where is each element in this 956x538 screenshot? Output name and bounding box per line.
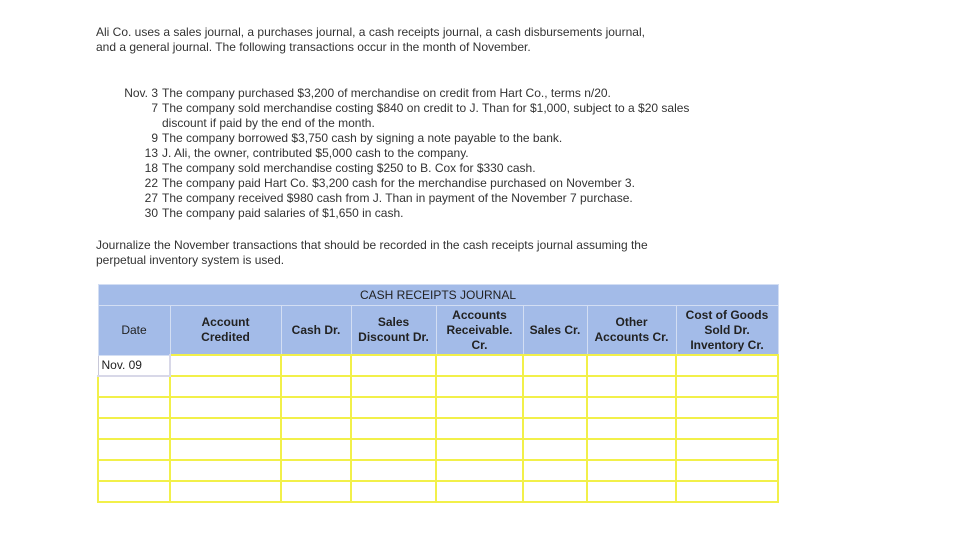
question-line: Journalize the November transactions that should be recorded in the cash receipts journal assuming the bbox=[96, 238, 648, 252]
column-header-cash-dr bbox=[281, 306, 351, 356]
sales-discount-dr-input[interactable] bbox=[351, 481, 436, 502]
transaction-text: J. Ali, the owner, contributed $5,000 cash to the company. bbox=[162, 146, 469, 160]
header-text: Sold Dr. bbox=[704, 322, 750, 337]
sales-discount-dr-input[interactable] bbox=[351, 397, 436, 418]
transaction-date: 18 bbox=[144, 161, 158, 175]
date-input[interactable] bbox=[98, 439, 170, 460]
date-input[interactable] bbox=[98, 376, 170, 397]
account-credited-input[interactable] bbox=[170, 439, 281, 460]
account-credited-input[interactable] bbox=[170, 355, 281, 376]
sales-cr-input[interactable] bbox=[523, 397, 587, 418]
transaction-item bbox=[116, 161, 726, 176]
accounts-receivable-cr-input[interactable] bbox=[436, 439, 523, 460]
cogs-inventory-input[interactable] bbox=[676, 481, 778, 502]
column-header-sales-cr bbox=[523, 306, 587, 356]
transaction-item bbox=[116, 101, 726, 131]
cogs-inventory-input[interactable] bbox=[676, 376, 778, 397]
sales-cr-input[interactable] bbox=[523, 460, 587, 481]
other-accounts-cr-input[interactable] bbox=[587, 439, 676, 460]
column-header-date bbox=[98, 306, 170, 356]
accounts-receivable-cr-input[interactable] bbox=[436, 418, 523, 439]
transaction-text: The company sold merchandise costing $250 to B. Cox for $330 cash. bbox=[162, 161, 536, 175]
other-accounts-cr-input[interactable] bbox=[587, 481, 676, 502]
transaction-date: Nov. 3 bbox=[124, 86, 158, 100]
column-header-cogs-inventory bbox=[676, 306, 778, 356]
transaction-date: 7 bbox=[151, 101, 158, 115]
transaction-date: 9 bbox=[151, 131, 158, 145]
sales-cr-input[interactable] bbox=[523, 355, 587, 376]
accounts-receivable-cr-input[interactable] bbox=[436, 481, 523, 502]
header-text: Other bbox=[615, 315, 648, 329]
column-header-sales-discount-dr bbox=[351, 306, 436, 356]
transaction-text: The company paid Hart Co. $3,200 cash for the merchandise purchased on November 3. bbox=[162, 176, 635, 190]
cogs-inventory-input[interactable] bbox=[676, 439, 778, 460]
transaction-item bbox=[116, 146, 726, 161]
cash-receipts-journal-table bbox=[97, 284, 779, 503]
other-accounts-cr-input[interactable] bbox=[587, 355, 676, 376]
date-input[interactable] bbox=[98, 397, 170, 418]
header-text: Cash Dr. bbox=[291, 322, 341, 337]
header-text: Accounts bbox=[452, 307, 507, 322]
sales-discount-dr-input[interactable] bbox=[351, 439, 436, 460]
journal-row bbox=[98, 481, 778, 502]
account-credited-input[interactable] bbox=[170, 418, 281, 439]
transaction-text: The company purchased $3,200 of merchandise on credit from Hart Co., terms n/20. bbox=[162, 86, 611, 100]
date-input[interactable] bbox=[98, 418, 170, 439]
other-accounts-cr-input[interactable] bbox=[587, 460, 676, 481]
header-text: Sales bbox=[377, 315, 410, 329]
journal-row bbox=[98, 460, 778, 481]
journal-row bbox=[98, 397, 778, 418]
other-accounts-cr-input[interactable] bbox=[587, 418, 676, 439]
account-credited-input[interactable] bbox=[170, 481, 281, 502]
header-text: Credited bbox=[201, 330, 250, 344]
account-credited-input[interactable] bbox=[170, 397, 281, 418]
cash-dr-input[interactable] bbox=[281, 418, 351, 439]
sales-cr-input[interactable] bbox=[523, 439, 587, 460]
accounts-receivable-cr-input[interactable] bbox=[436, 460, 523, 481]
question-paragraph bbox=[96, 238, 718, 268]
transaction-date: 13 bbox=[144, 146, 158, 160]
account-credited-input[interactable] bbox=[170, 460, 281, 481]
transaction-text: The company paid salaries of $1,650 in cash. bbox=[162, 206, 404, 220]
cash-dr-input[interactable] bbox=[281, 355, 351, 376]
cash-dr-input[interactable] bbox=[281, 397, 351, 418]
column-header-accounts-receivable-cr bbox=[436, 306, 523, 356]
intro-paragraph bbox=[96, 25, 718, 55]
cogs-inventory-input[interactable] bbox=[676, 418, 778, 439]
header-text: Account bbox=[201, 315, 250, 329]
cash-dr-input[interactable] bbox=[281, 481, 351, 502]
cogs-inventory-input[interactable] bbox=[676, 460, 778, 481]
sales-discount-dr-input[interactable] bbox=[351, 355, 436, 376]
cash-dr-input[interactable] bbox=[281, 439, 351, 460]
accounts-receivable-cr-input[interactable] bbox=[436, 355, 523, 376]
column-header-account-credited bbox=[170, 306, 281, 356]
question-line: perpetual inventory system is used. bbox=[96, 253, 285, 267]
header-text: Receivable. bbox=[446, 322, 513, 337]
transaction-text: The company sold merchandise costing $840 on credit to J. Than for $1,000, subject to a $20 sales discount if paid by the end of the month. bbox=[162, 101, 690, 130]
journal-row bbox=[98, 376, 778, 397]
header-text: Accounts Cr. bbox=[594, 330, 669, 344]
cash-dr-input[interactable] bbox=[281, 376, 351, 397]
accounts-receivable-cr-input[interactable] bbox=[436, 376, 523, 397]
date-input[interactable] bbox=[98, 460, 170, 481]
other-accounts-cr-input[interactable] bbox=[587, 376, 676, 397]
transaction-item bbox=[116, 206, 726, 221]
cogs-inventory-input[interactable] bbox=[676, 355, 778, 376]
sales-discount-dr-input[interactable] bbox=[351, 418, 436, 439]
sales-discount-dr-input[interactable] bbox=[351, 460, 436, 481]
journal-row bbox=[98, 355, 778, 376]
column-header-other-accounts-cr bbox=[587, 306, 676, 356]
transaction-item bbox=[116, 191, 726, 206]
row-date: Nov. 09 bbox=[98, 355, 170, 376]
header-text: Sales Cr. bbox=[529, 322, 581, 337]
cogs-inventory-input[interactable] bbox=[676, 397, 778, 418]
journal-title: CASH RECEIPTS JOURNAL bbox=[98, 285, 778, 306]
transaction-date: 30 bbox=[144, 206, 158, 220]
header-text: Date bbox=[121, 322, 147, 337]
transaction-date: 27 bbox=[144, 191, 158, 205]
intro-line: and a general journal. The following transactions occur in the month of November. bbox=[96, 40, 531, 54]
sales-cr-input[interactable] bbox=[523, 418, 587, 439]
sales-cr-input[interactable] bbox=[523, 376, 587, 397]
intro-line: Ali Co. uses a sales journal, a purchases journal, a cash receipts journal, a cash disbursements journal, bbox=[96, 25, 645, 39]
transaction-list bbox=[116, 86, 726, 221]
transaction-text: The company borrowed $3,750 cash by signing a note payable to the bank. bbox=[162, 131, 563, 145]
cash-dr-input[interactable] bbox=[281, 460, 351, 481]
header-text: Inventory Cr. bbox=[690, 337, 764, 352]
journal-row bbox=[98, 418, 778, 439]
transaction-text: The company received $980 cash from J. Than in payment of the November 7 purchase. bbox=[162, 191, 633, 205]
accounts-receivable-cr-input[interactable] bbox=[436, 397, 523, 418]
header-text: Cr. bbox=[471, 337, 488, 352]
transaction-date: 22 bbox=[144, 176, 158, 190]
header-text: Discount Dr. bbox=[358, 330, 429, 344]
journal-row bbox=[98, 439, 778, 460]
sales-cr-input[interactable] bbox=[523, 481, 587, 502]
header-text: Cost of Goods bbox=[685, 307, 769, 322]
transaction-item bbox=[116, 131, 726, 146]
transaction-item bbox=[116, 176, 726, 191]
sales-discount-dr-input[interactable] bbox=[351, 376, 436, 397]
date-input[interactable] bbox=[98, 481, 170, 502]
account-credited-input[interactable] bbox=[170, 376, 281, 397]
transaction-item bbox=[116, 86, 726, 101]
other-accounts-cr-input[interactable] bbox=[587, 397, 676, 418]
